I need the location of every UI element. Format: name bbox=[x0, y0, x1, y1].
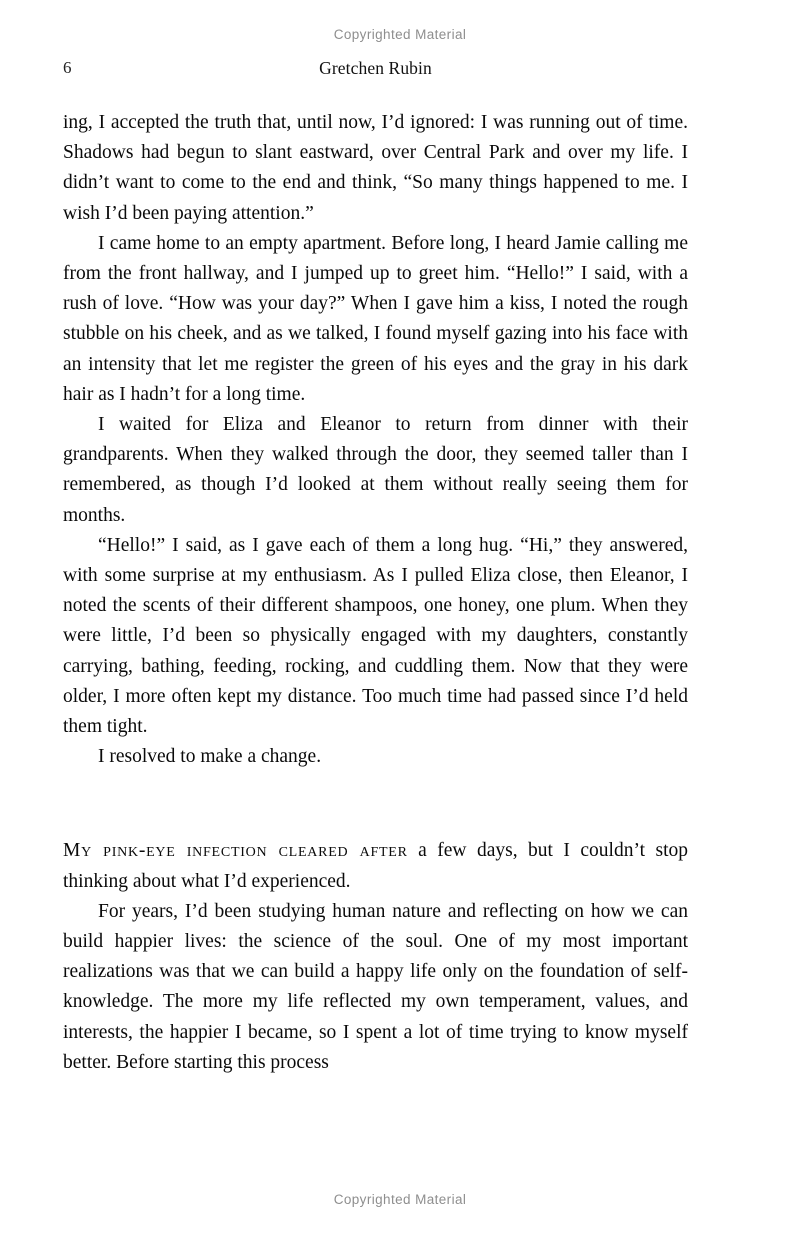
paragraph: For years, I’d been studying human nature and reflecting on how we can build happier lives: the science of the soul. One of my most important realizations was that we can build a happy life only on the foundation of self-knowledge. The more my life reflected my own temperament, values, and interests, the happier I became, so I spent a lot of time trying to know myself better. Before starting this process bbox=[63, 900, 688, 1073]
paragraph: I waited for Eliza and Eleanor to return from dinner with their grandparents. When they walked through the door, they seemed taller than I remembered, as though I’d looked at them without really seeing them for months. bbox=[63, 414, 688, 526]
paragraph: I came home to an empty apartment. Before long, I heard Jamie calling me from the front hallway, and I jumped up to greet him. “Hello!” I said, with a rush of love. “How was your day?” When I gave him a kiss, I noted the rough stubble on his cheek, and as we talked, I found myself gazing into his face with an intensity that let me register the green of his eyes and the gray in his dark hair as I hadn’t for a long time. bbox=[63, 232, 688, 405]
page-number: 6 bbox=[63, 58, 72, 77]
section-break bbox=[63, 772, 688, 836]
copyright-watermark-top: Copyrighted Material bbox=[333, 27, 467, 42]
section-opener-rest: a few days, but I couldn’t stop thinking about what I’d experienced. bbox=[63, 840, 688, 892]
paragraph: I resolved to make a change. bbox=[98, 746, 322, 768]
paragraph: ing, I accepted the truth that, until now, I’d ignored: I was running out of time. Shadows had begun to slant eastward, over Central Park and over my life. I didn’t want to come to the end and think, “So many things happened to me. I wish I’d been paying attention.” bbox=[63, 112, 688, 224]
section-opening-paragraph bbox=[63, 836, 688, 896]
small-caps-opener: My pink-eye infection cleared after bbox=[63, 840, 408, 862]
copyright-watermark-bottom: Copyrighted Material bbox=[333, 1192, 467, 1207]
running-head-title: Gretchen Rubin bbox=[319, 58, 432, 78]
running-head bbox=[63, 56, 688, 80]
body-text-block bbox=[63, 108, 688, 1078]
paragraph: “Hello!” I said, as I gave each of them a long hug. “Hi,” they answered, with some surprise at my enthusiasm. As I pulled Eliza close, then Eleanor, I noted the scents of their different shampoos, one honey, one plum. When they were little, I’d been so physically engaged with my daughters, constantly carrying, bathing, feeding, rocking, and cuddling them. Now that they were older, I more often kept my distance. Too much time had passed since I’d held them tight. bbox=[63, 534, 688, 738]
